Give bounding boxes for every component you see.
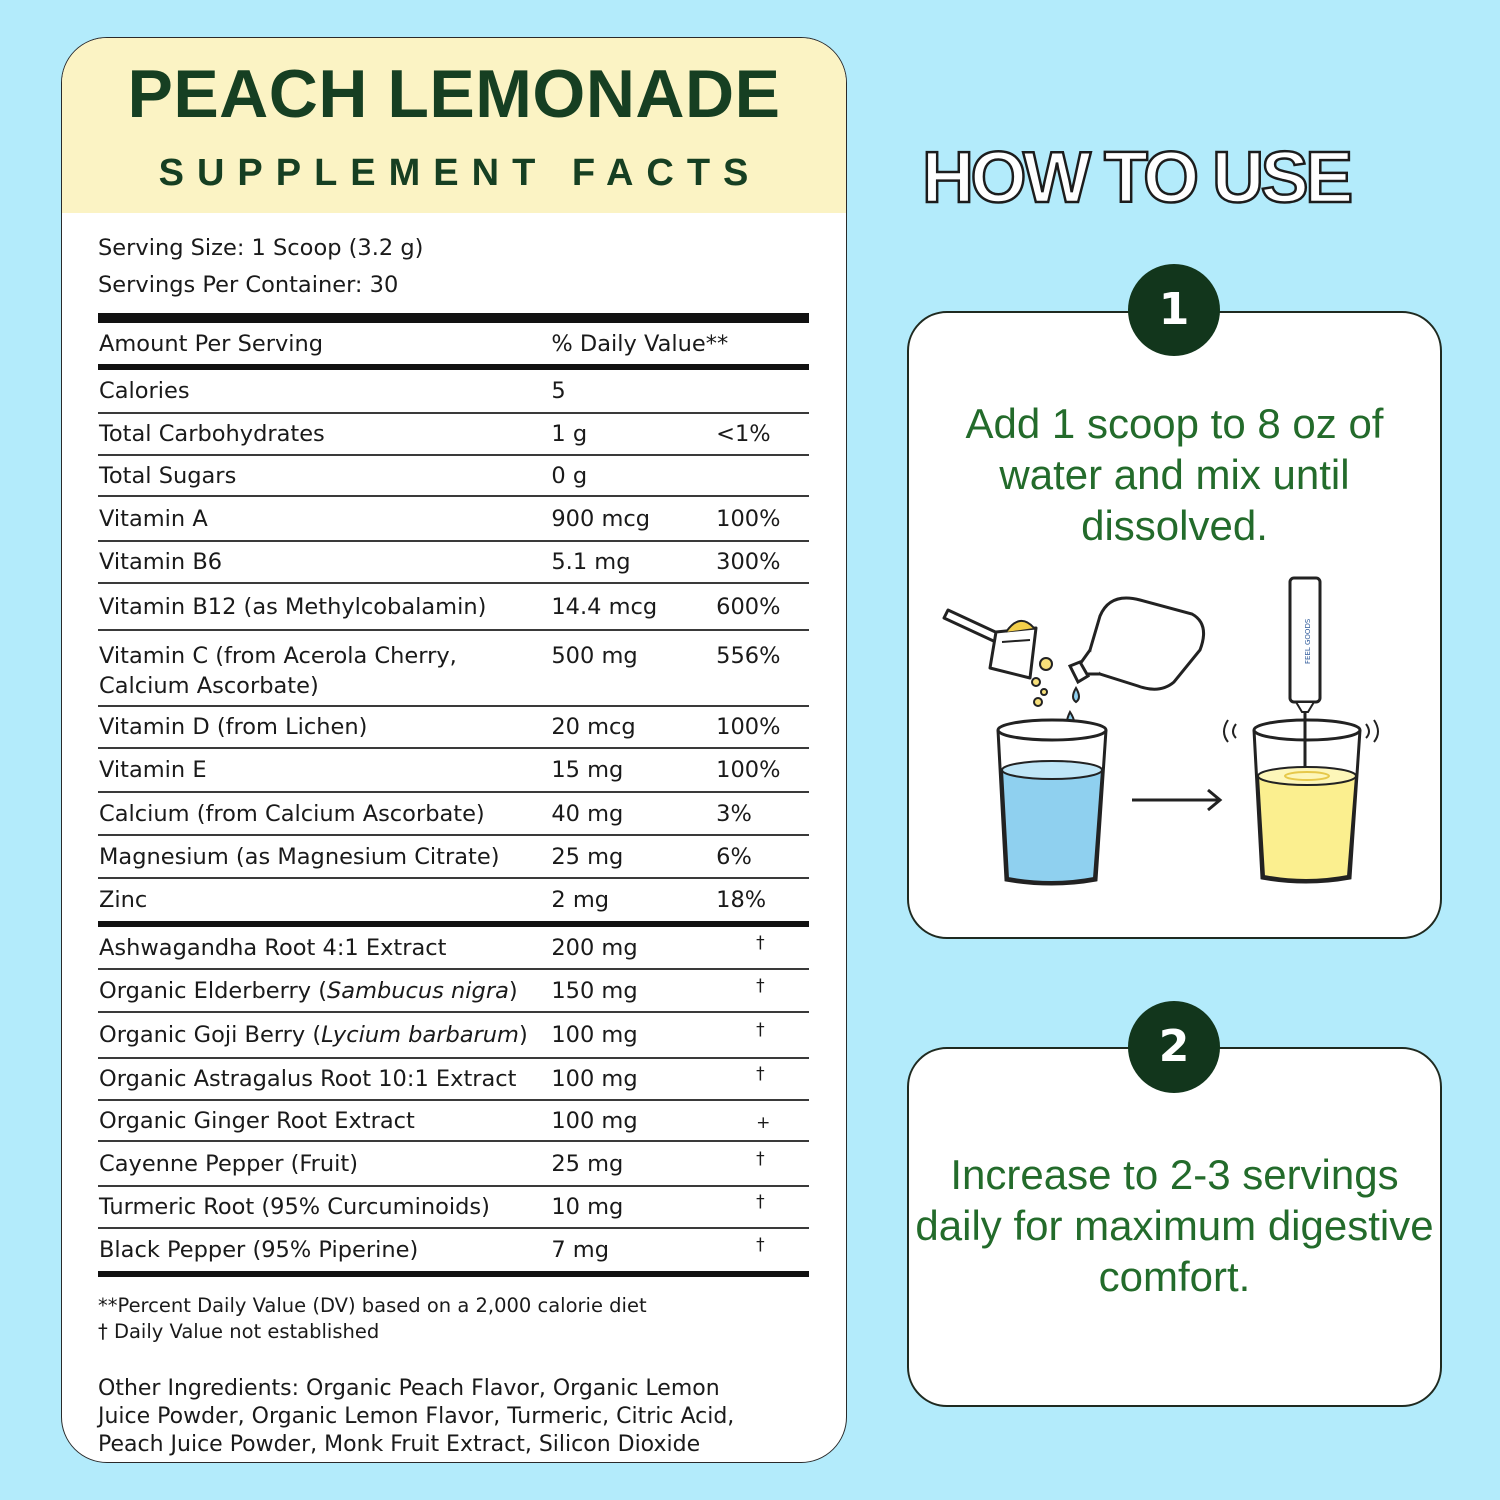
nutrient-dv: 100% xyxy=(716,714,781,740)
latin-name: Lycium barbarum xyxy=(321,1022,519,1048)
table-row xyxy=(98,1101,809,1142)
dagger-mark: † xyxy=(756,1235,765,1255)
nutrient-name: Calories xyxy=(99,378,190,404)
how-to-use-heading xyxy=(922,138,1432,218)
table-row xyxy=(98,456,809,497)
table-row xyxy=(98,497,809,542)
other-ingredients: Other Ingredients: Organic Peach Flavor, Organic Lemon Juice Powder, Organic Lemon Flavor, Turmeric, Citric Acid, Peach Juice Powder, Monk Fruit Extract, Silicon Dioxide xyxy=(98,1376,735,1457)
servings-per-container: Servings Per Container: 30 xyxy=(98,272,399,298)
ingredient-name-close: ) xyxy=(508,977,518,1004)
divider-thick xyxy=(98,1271,809,1277)
nutrient-name-line1: Vitamin C (from Acerola Cherry, xyxy=(99,643,457,669)
ingredient-amount: 100 mg xyxy=(551,1066,638,1092)
nutrient-dv: 100% xyxy=(716,505,781,532)
ingredient-name-text: Organic Goji Berry ( xyxy=(99,1022,322,1048)
table-row xyxy=(98,749,809,793)
serving-size: Serving Size: 1 Scoop (3.2 g) xyxy=(98,235,424,261)
step-2-card xyxy=(907,1047,1442,1407)
facts-subtitle: SUPPLEMENT FACTS xyxy=(158,152,762,194)
latin-name: Sambucus nigra xyxy=(327,977,509,1004)
table-row xyxy=(98,1187,809,1229)
nutrient-amount: 2 mg xyxy=(551,887,610,913)
nutrient-amount: 25 mg xyxy=(551,843,624,870)
header-amount: Amount Per Serving xyxy=(99,330,324,357)
nutrient-name: Vitamin B12 (as Methylcobalamin) xyxy=(99,593,487,620)
table-row xyxy=(98,414,809,456)
table-row xyxy=(98,970,809,1013)
ingredient-name xyxy=(98,1022,551,1048)
nutrient-name: Vitamin D (from Lichen) xyxy=(99,714,368,740)
table-row xyxy=(98,1013,809,1059)
table-row xyxy=(98,1059,809,1101)
nutrient-dv: 18% xyxy=(716,887,767,913)
nutrient-name: Calcium (from Calcium Ascorbate) xyxy=(99,800,485,827)
table-row xyxy=(98,927,809,970)
ingredient-name: Turmeric Root (95% Curcuminoids) xyxy=(99,1194,490,1220)
nutrient-name: Zinc xyxy=(99,887,148,913)
table-row xyxy=(98,1142,809,1187)
dagger-mark: + xyxy=(756,1112,771,1133)
ingredient-name-text: Organic Elderberry ( xyxy=(99,977,327,1004)
nutrient-dv: 556% xyxy=(716,643,781,669)
table-row xyxy=(98,542,809,584)
ingredient-name xyxy=(98,978,551,1004)
nutrient-amount: 5 xyxy=(551,378,566,404)
ingredient-amount: 7 mg xyxy=(551,1237,609,1263)
dagger-mark: † xyxy=(756,1192,765,1212)
nutrient-amount: 15 mg xyxy=(551,757,624,783)
supplement-facts-panel xyxy=(61,37,847,1463)
ingredient-amount: 200 mg xyxy=(551,934,638,961)
nutrient-name: Vitamin E xyxy=(99,757,207,783)
facts-header xyxy=(62,38,846,213)
dagger-mark: † xyxy=(756,1020,765,1040)
facts-table xyxy=(98,230,809,1459)
footnote-daily-value: **Percent Daily Value (DV) based on a 2,000 calorie diet xyxy=(98,1294,647,1317)
mixing-illustration xyxy=(930,570,1410,900)
water-glass-icon xyxy=(998,720,1106,884)
ingredient-amount: 25 mg xyxy=(551,1150,624,1177)
dagger-mark: † xyxy=(756,975,765,996)
nutrient-name: Total Carbohydrates xyxy=(99,421,325,447)
table-row xyxy=(98,879,809,921)
ingredient-name: Organic Ginger Root Extract xyxy=(99,1107,415,1134)
nutrient-name: Vitamin A xyxy=(99,505,208,532)
nutrient-dv: 600% xyxy=(716,593,781,620)
nutrient-name: Magnesium (as Magnesium Citrate) xyxy=(99,843,500,870)
how-to-use-title: HOW TO USE xyxy=(922,138,1350,218)
ingredient-name: Organic Astragalus Root 10:1 Extract xyxy=(99,1066,517,1092)
header-daily-value: % Daily Value** xyxy=(551,330,729,357)
ingredient-name: Cayenne Pepper (Fruit) xyxy=(99,1150,359,1177)
lemonade-glass-icon xyxy=(1254,720,1360,882)
nutrient-amount: 20 mcg xyxy=(551,714,636,740)
table-header xyxy=(98,323,809,364)
nutrient-dv: 300% xyxy=(716,549,781,575)
table-row xyxy=(98,793,809,836)
dagger-mark: † xyxy=(756,1064,765,1084)
ingredient-amount: 150 mg xyxy=(551,977,638,1004)
nutrient-amount: 0 g xyxy=(551,462,588,489)
divider-thick xyxy=(98,313,809,323)
table-row xyxy=(98,370,809,414)
nutrient-amount: 500 mg xyxy=(551,643,638,669)
product-title: PEACH LEMONADE xyxy=(127,56,781,132)
ingredient-name-close: ) xyxy=(518,1022,528,1048)
scoop-icon xyxy=(944,610,1052,706)
nutrient-amount: 40 mg xyxy=(551,800,624,827)
dagger-mark: † xyxy=(756,1148,765,1169)
nutrient-amount: 1 g xyxy=(551,421,588,447)
footnote-dagger: † Daily Value not established xyxy=(98,1320,380,1343)
nutrient-dv: 100% xyxy=(716,757,781,783)
nutrient-dv: <1% xyxy=(716,421,771,447)
ingredient-name: Ashwagandha Root 4:1 Extract xyxy=(99,934,447,961)
ingredient-amount: 10 mg xyxy=(551,1194,624,1220)
step-2-text: Increase to 2-3 servings daily for maximum digestive comfort. xyxy=(915,1151,1434,1300)
nutrient-name-line2: Calcium Ascorbate) xyxy=(99,673,319,699)
table-row xyxy=(98,1229,809,1271)
table-row xyxy=(98,707,809,749)
nutrient-name: Vitamin B6 xyxy=(99,549,223,575)
step-2-badge: 2 xyxy=(1128,1001,1220,1093)
water-bottle-icon xyxy=(1067,598,1204,728)
nutrient-amount: 900 mcg xyxy=(551,505,651,532)
step-1-badge: 1 xyxy=(1128,264,1220,356)
table-row xyxy=(98,584,809,631)
dagger-mark: † xyxy=(756,932,765,953)
nutrient-amount: 5.1 mg xyxy=(551,549,631,575)
nutrient-dv: 6% xyxy=(716,843,752,870)
ingredient-amount: 100 mg xyxy=(551,1107,638,1134)
nutrient-name xyxy=(98,641,551,701)
ingredient-amount: 100 mg xyxy=(551,1022,638,1048)
table-row xyxy=(98,836,809,879)
footnotes xyxy=(98,1293,809,1345)
table-row xyxy=(98,631,809,707)
step-1-text: Add 1 scoop to 8 oz of water and mix until dissolved. xyxy=(965,400,1384,549)
nutrient-amount: 14.4 mcg xyxy=(551,593,658,620)
nutrient-dv: 3% xyxy=(716,800,752,827)
nutrient-name: Total Sugars xyxy=(99,462,237,489)
ingredient-name: Black Pepper (95% Piperine) xyxy=(99,1237,419,1263)
arrow-right-icon xyxy=(1132,790,1220,810)
frother-brand-label: FEEL GOODS xyxy=(1304,618,1312,664)
